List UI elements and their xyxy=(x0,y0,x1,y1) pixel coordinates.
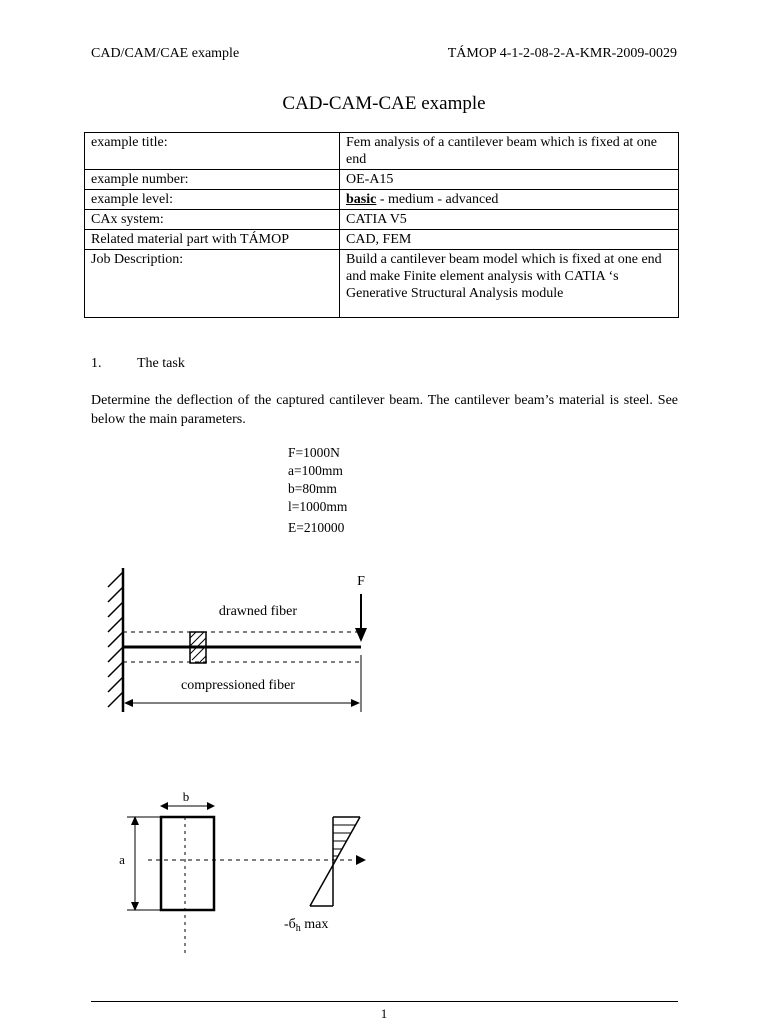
stress-label-sub: h xyxy=(295,923,301,934)
length-arrow-right xyxy=(351,699,360,707)
example-number-label: example number: xyxy=(85,170,340,190)
level-rest: - medium - advanced xyxy=(376,192,499,207)
section-number: 1. xyxy=(91,356,102,371)
page-number: 1 xyxy=(380,1006,388,1021)
stress-label-prefix: -б xyxy=(284,917,296,932)
related-material-value: CAD, FEM xyxy=(340,230,679,250)
header-left: CAD/CAM/CAE example xyxy=(91,46,240,61)
example-number-value: OE-A15 xyxy=(340,170,679,190)
cax-system-value: CATIA V5 xyxy=(340,210,679,230)
stress-distribution-line xyxy=(310,817,360,906)
width-arrow-left xyxy=(160,802,168,810)
job-description-value: Build a cantilever beam model which is fixed at one end and make Finite element analysis with CATIA ‘s Generative Structural Analysis module xyxy=(340,250,679,318)
width-arrow-right xyxy=(207,802,215,810)
force-arrow-head xyxy=(355,628,367,642)
length-arrow-left xyxy=(124,699,133,707)
footer-divider xyxy=(91,1001,678,1002)
level-basic: basic xyxy=(346,192,377,207)
height-label: a xyxy=(119,852,125,867)
wall-hatching xyxy=(108,572,123,707)
param-b: b=80mm xyxy=(288,481,337,496)
section-title: The task xyxy=(137,356,185,371)
stress-hatching xyxy=(333,825,355,856)
related-material-label: Related material part with TÁMOP xyxy=(85,230,340,250)
stress-max-label xyxy=(284,917,328,934)
tension-fiber-label: drawned fiber xyxy=(218,604,298,619)
param-modulus: E=210000 xyxy=(288,520,345,535)
example-level-label: example level: xyxy=(85,190,340,210)
example-title-value: Fem analysis of a cantilever beam which is fixed at one end xyxy=(340,133,679,170)
cross-section-rect xyxy=(161,817,214,910)
neutral-axis-arrow xyxy=(356,855,366,865)
job-description-label: Job Description: xyxy=(85,250,340,318)
compression-fiber-label: compressioned fiber xyxy=(181,678,295,693)
example-title-label: example title: xyxy=(85,133,340,170)
header-right: TÁMOP 4-1-2-08-2-A-KMR-2009-0029 xyxy=(447,46,677,61)
stress-label-suffix: max xyxy=(300,917,329,932)
page-title: CAD-CAM-CAE example xyxy=(282,93,486,114)
param-length: l=1000mm xyxy=(288,499,348,514)
task-paragraph: Determine the deflection of the captured cantilever beam. The cantilever beam’s material is steel. See below the main parameters. xyxy=(91,393,678,427)
cax-system-label: CAx system: xyxy=(85,210,340,230)
force-label: F xyxy=(357,574,365,589)
width-label: b xyxy=(182,789,190,804)
param-a: a=100mm xyxy=(288,463,343,478)
param-force: F=1000N xyxy=(288,445,340,460)
